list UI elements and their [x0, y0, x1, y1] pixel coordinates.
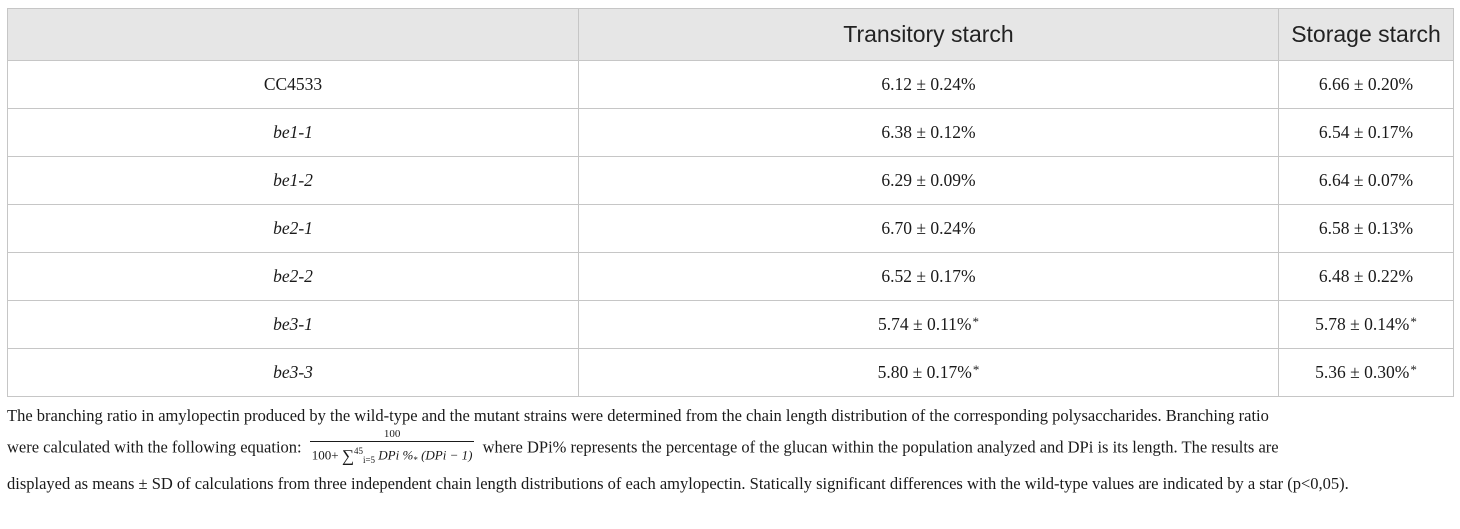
storage-starch-cell [1279, 349, 1454, 397]
transitory-starch-cell [579, 349, 1279, 397]
storage-starch-cell [1279, 109, 1454, 157]
equation-denominator: 100+ ∑$^{45}_{i=5}$ DPi $\%_*$ (DPi − 1) [310, 441, 475, 469]
storage-value: 5.36 ± 0.30% [1315, 362, 1410, 382]
storage-value: 6.64 ± 0.07% [1318, 170, 1414, 190]
table-header-row [8, 9, 1454, 61]
branching-ratio-equation [310, 428, 475, 469]
storage-value: 6.58 ± 0.13% [1318, 218, 1414, 238]
significance-star: * [1410, 362, 1417, 377]
storage-value: 6.48 ± 0.22% [1318, 266, 1414, 286]
table-row [8, 349, 1454, 397]
table-row [8, 253, 1454, 301]
significance-star: * [972, 314, 980, 329]
transitory-value: 5.80 ± 0.17% [877, 362, 972, 382]
transitory-value: 6.38 ± 0.12% [881, 122, 976, 142]
significance-star: * [972, 362, 980, 377]
storage-starch-cell [1279, 301, 1454, 349]
transitory-starch-cell [579, 205, 1279, 253]
storage-value: 6.54 ± 0.17% [1318, 122, 1414, 142]
strain-cell: CC4533 [8, 61, 579, 109]
table-row [8, 157, 1454, 205]
table-row [8, 301, 1454, 349]
caption-equation-explanation: where DPi% represents the percentage of the glucan within the population analyzed and DPi is its length. The results are [482, 437, 1279, 457]
transitory-starch-cell [579, 301, 1279, 349]
transitory-value: 6.52 ± 0.17% [881, 266, 976, 286]
caption-equation-intro: were calculated with the following equation: [7, 437, 302, 457]
storage-starch-cell [1279, 205, 1454, 253]
caption-line-3: displayed as means ± SD of calculations from three independent chain length distributions of each amylopectin. Statically significant differences with the wild-type values are indicated by a star (p<0,05). [7, 474, 1349, 493]
branching-ratio-table [7, 8, 1454, 397]
table-row [8, 109, 1454, 157]
header-storage-starch: Storage starch [1279, 9, 1454, 61]
header-strain [8, 9, 579, 61]
transitory-starch-cell [579, 157, 1279, 205]
equation-numerator: 100 [383, 428, 401, 440]
transitory-starch-cell [579, 61, 1279, 109]
strain-cell: be3-1 [8, 301, 579, 349]
transitory-starch-cell [579, 253, 1279, 301]
strain-cell: be3-3 [8, 349, 579, 397]
storage-value: 5.78 ± 0.14% [1315, 314, 1410, 334]
transitory-starch-cell [579, 109, 1279, 157]
strain-cell: be1-2 [8, 157, 579, 205]
strain-cell: be1-1 [8, 109, 579, 157]
transitory-value: 6.70 ± 0.24% [881, 218, 976, 238]
table-row [8, 205, 1454, 253]
transitory-value: 5.74 ± 0.11% [877, 314, 972, 334]
transitory-value: 6.12 ± 0.24% [881, 74, 976, 94]
transitory-value: 6.29 ± 0.09% [881, 170, 976, 190]
storage-starch-cell [1279, 253, 1454, 301]
caption-line-1: The branching ratio in amylopectin produced by the wild-type and the mutant strains were determined from the chain length distribution of the corresponding polysaccharides. Branching ratio [7, 406, 1269, 425]
storage-starch-cell [1279, 61, 1454, 109]
significance-star: * [1410, 314, 1417, 329]
storage-starch-cell [1279, 157, 1454, 205]
header-transitory-starch: Transitory starch [579, 9, 1279, 61]
table-row [8, 61, 1454, 109]
caption-line-2 [7, 428, 1453, 466]
storage-value: 6.66 ± 0.20% [1318, 74, 1414, 94]
strain-cell: be2-1 [8, 205, 579, 253]
strain-cell: be2-2 [8, 253, 579, 301]
